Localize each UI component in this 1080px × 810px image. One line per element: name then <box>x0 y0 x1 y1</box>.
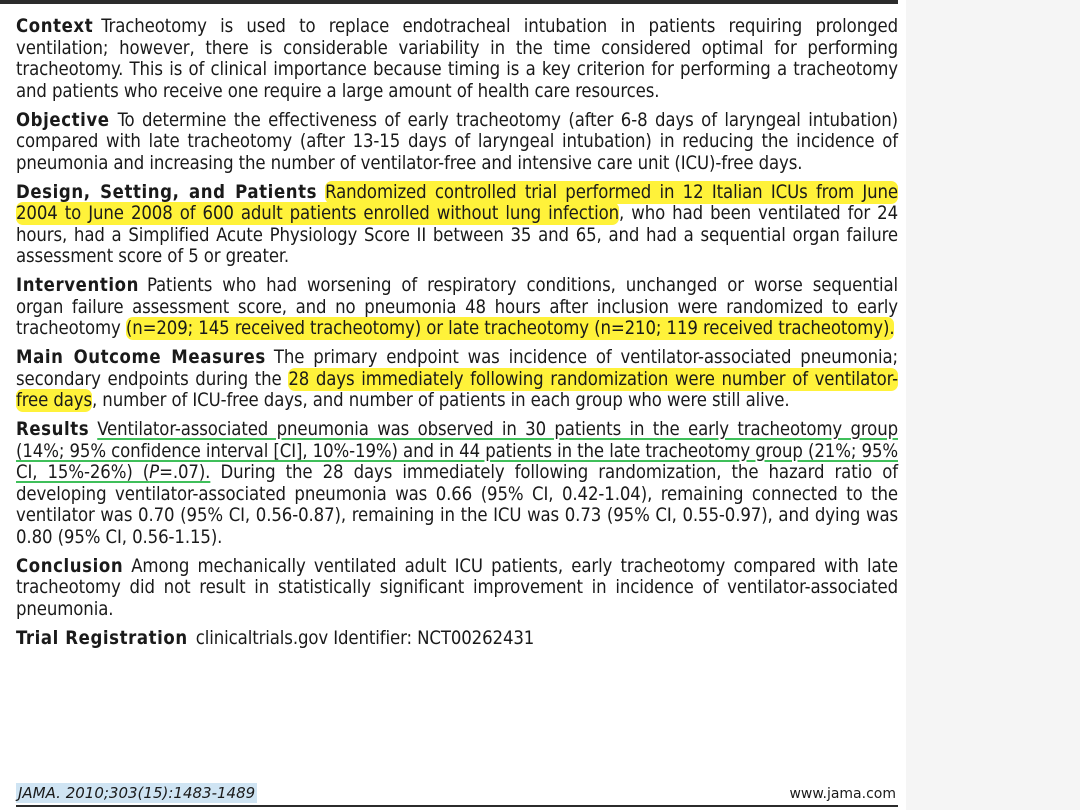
section-text: , who had been ventilated for 24 hours, had a Simplified Acute Physiology Score II between 35 and 65, and had a sequential organ failure assessment score of 5 or greater. <box>16 203 898 268</box>
highlighted-text: 28 days immediately following randomization were number of ventilator-free days <box>16 368 898 412</box>
section-results <box>16 419 898 549</box>
section-text: , number of ICU-free days, and number of patients in each group who were still alive. <box>92 390 790 412</box>
section-text: clinicaltrials.gov Identifier: NCT00262431 <box>195 627 535 649</box>
highlighted-text: Randomized controlled trial performed in 12 Italian ICUs from June 2004 to June 2008 of 600 adult patients enrolled without lung infection <box>16 181 898 225</box>
section-heading: Intervention <box>16 275 139 297</box>
section-outcomes <box>16 347 898 412</box>
section-design <box>16 182 898 268</box>
underlined-text: P <box>149 462 160 484</box>
section-heading: Results <box>16 419 90 441</box>
section-text: Patients who had worsening of respiratory conditions, unchanged or worse sequential organ failure assessment score, and no pneumonia 48 hours after inclusion were randomized to early tracheotomy <box>16 275 898 340</box>
underlined-text: Ventilator-associated pneumonia was observed in 30 patients in the early tracheotomy group (14%; 95% confidence interval [CI], 10%-19%) and in 44 patients in the late tracheotomy group (21%; 95% CI, 15%-26%) ( <box>16 419 898 484</box>
section-heading: Trial Registration <box>16 627 188 649</box>
journal-url[interactable]: www.jama.com <box>789 786 896 802</box>
section-text: To determine the effectiveness of early tracheotomy (after 6-8 days of laryngeal intubation) compared with late tracheotomy (after 13-15 days of laryngeal intubation) in reducing the incidence of pneumonia and increasing the number of ventilator-free and intensive care unit (ICU)-free days. <box>16 109 898 174</box>
footer-rule <box>16 805 898 807</box>
section-text: Tracheotomy is used to replace endotracheal intubation in patients requiring prolonged ventilation; however, there is considerable variability in the time considered optimal for performing tracheotomy. This is of clinical importance because timing is a key criterion for performing a tracheotomy and patients who receive one require a large amount of health care resources. <box>16 16 898 102</box>
section-heading: Conclusion <box>16 555 124 577</box>
section-intervention <box>16 275 898 340</box>
section-text: During the 28 days immediately following randomization, the hazard ratio of developing ventilator-associated pneumonia was 0.66 (95% CI, 0.42-1.04), remaining connected to the ventilator was 0.70 (95% CI, 0.56-0.87), remaining in the ICU was 0.73 (95% CI, 0.55-0.97), and dying was 0.80 (95% CI, 0.56-1.15). <box>16 462 898 548</box>
section-context <box>16 16 898 102</box>
highlighted-text: (n=209; 145 received tracheotomy) or late tracheotomy (n=210; 119 received tracheotomy). <box>125 318 895 340</box>
section-heading: Objective <box>16 109 110 131</box>
section-objective <box>16 110 898 175</box>
underlined-text: =.07). <box>159 462 211 484</box>
journal-citation: JAMA. 2010;303(15):1483-1489 <box>18 784 256 802</box>
section-heading: Design, Setting, and Patients <box>16 181 318 203</box>
section-text: The primary endpoint was incidence of ventilator-associated pneumonia; secondary endpoints during the <box>16 347 898 390</box>
section-heading: Context <box>16 16 94 37</box>
section-conclusion <box>16 556 898 621</box>
section-trial-registration <box>16 628 898 650</box>
abstract-body <box>16 16 898 657</box>
section-heading: Main Outcome Measures <box>16 347 266 369</box>
top-rule <box>0 0 898 4</box>
right-margin <box>906 0 1080 810</box>
section-text: Among mechanically ventilated adult ICU patients, early tracheotomy compared with late tracheotomy did not result in statistically significant improvement in incidence of ventilator-associated pneumonia. <box>16 555 898 620</box>
